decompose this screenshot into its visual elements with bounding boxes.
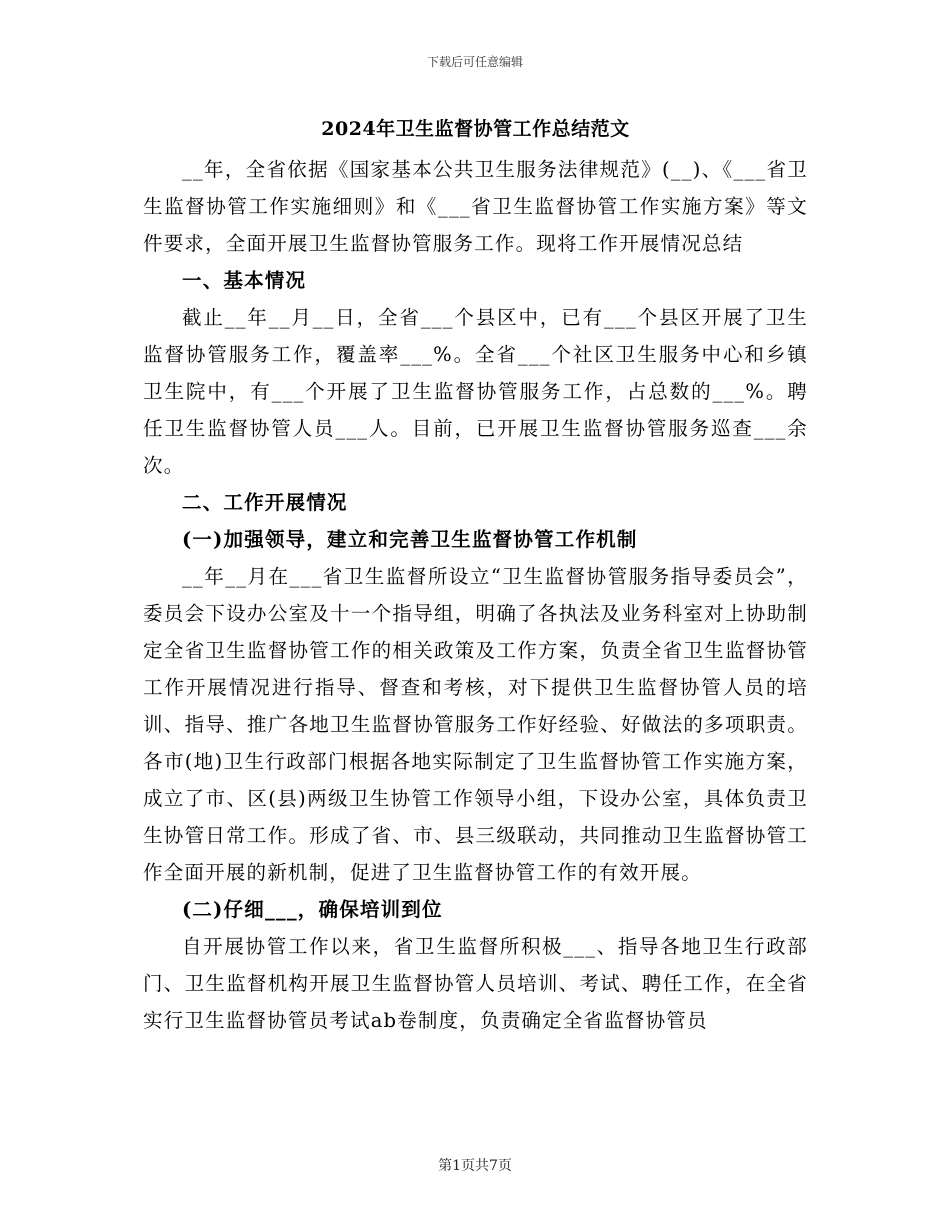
document-body xyxy=(143,116,808,1039)
section-1-paragraph: 截止__年__月__日，全省___个县区中，已有___个县区开展了卫生监督协管服务工作，覆盖率___%。全省___个社区卫生服务中心和乡镇卫生院中，有___个开展了卫生监督协管服务工作，占总数的___%。聘任卫生监督协管人员___人。目前，已开展卫生监督协管服务巡查___余次。 xyxy=(143,306,808,477)
page-header: 下载后可任意编辑 xyxy=(426,55,523,69)
subsection-2-paragraph: 自开展协管工作以来，省卫生监督所积极___、指导各地卫生行政部门、卫生监督机构开展卫生监督协管人员培训、考试、聘任工作，在全省实行卫生监督协管员考试ab卷制度，负责确定全省监督协管员 xyxy=(143,935,808,1032)
subsection-2-heading: (二)仔细___，确保培训到位 xyxy=(182,898,443,921)
section-2-heading: 二、工作开展情况 xyxy=(182,491,348,514)
subsection-1-heading: (一)加强领导，建立和完善卫生监督协管工作机制 xyxy=(182,528,638,551)
document-title: 2024年卫生监督协管工作总结范文 xyxy=(321,118,630,140)
intro-paragraph: __年，全省依据《国家基本公共卫生服务法律规范》(__)、《___省卫生监督协管工作实施细则》和《___省卫生监督协管工作实施方案》等文件要求，全面开展卫生监督协管服务工作。现将工作开展情况总结 xyxy=(143,158,808,255)
page-footer: 第1页共7页 xyxy=(438,1158,512,1174)
subsection-1-paragraph: __年__月在___省卫生监督所设立“卫生监督协管服务指导委员会”，委员会下设办公室及十一个指导组，明确了各执法及业务科室对上协助制定全省卫生监督协管工作的相关政策及工作方案，负责全省卫生监督协管工作开展情况进行指导、督查和考核，对下提供卫生监督协管人员的培训、指导、推广各地卫生监督协管服务工作好经验、好做法的多项职责。各市(地)卫生行政部门根据各地实际制定了卫生监督协管工作实施方案，成立了市、区(县)两级卫生协管工作领导小组，下设办公室，具体负责卫生协管日常工作。形成了省、市、县三级联动，共同推动卫生监督协管工作全面开展的新机制，促进了卫生监督协管工作的有效开展。 xyxy=(143,565,808,884)
section-1-heading: 一、基本情况 xyxy=(182,269,307,292)
